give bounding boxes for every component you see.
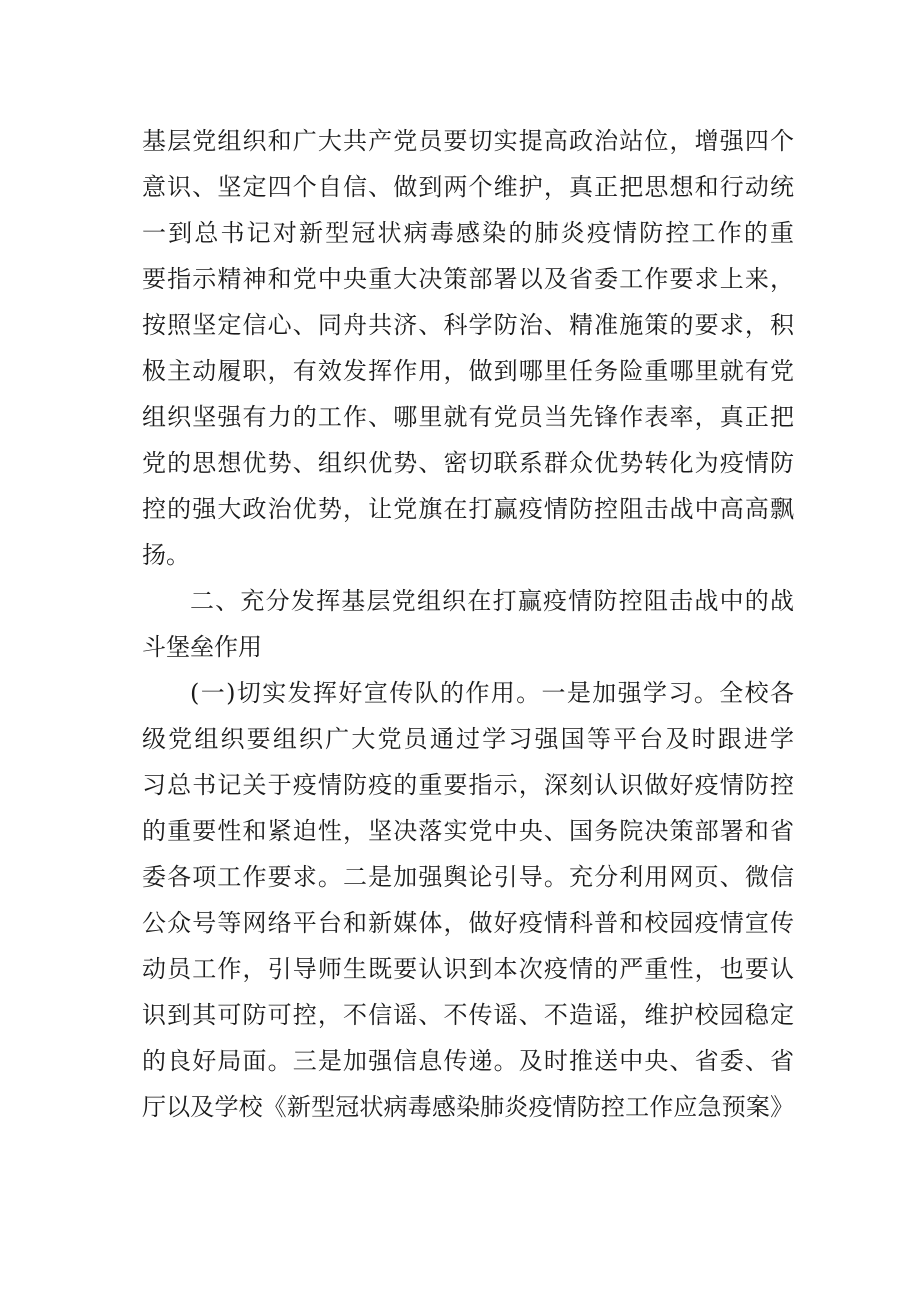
document-body	[142, 118, 794, 1130]
text-line: 要指示精神和党中央重大决策部署以及省委工作要求上来，	[142, 265, 794, 293]
text-line: 公众号等网络平台和新媒体，做好疫情科普和校园疫情宣传	[142, 909, 794, 937]
text-line: 按照坚定信心、同舟共济、科学防治、精准施策的要求，积	[142, 311, 794, 339]
text-line: 组织坚强有力的工作、哪里就有党员当先锋作表率，真正把	[142, 403, 794, 431]
text-line: 意识、坚定四个自信、做到两个维护，真正把思想和行动统	[142, 173, 794, 201]
text-line: 级党组织要组织广大党员通过学习强国等平台及时跟进学	[142, 725, 794, 753]
heading-line: 二、充分发挥基层党组织在打赢疫情防控阻击战中的战	[190, 587, 794, 615]
text-line: 党的思想优势、组织优势、密切联系群众优势转化为疫情防	[142, 449, 794, 477]
heading-line: 斗堡垒作用	[142, 633, 262, 661]
text-line: 极主动履职，有效发挥作用，做到哪里任务险重哪里就有党	[142, 357, 794, 385]
text-line: (一)切实发挥好宣传队的作用。一是加强学习。全校各	[190, 679, 794, 707]
text-line: 基层党组织和广大共产党员要切实提高政治站位，增强四个	[142, 127, 794, 155]
text-line: 的良好局面。三是加强信息传递。及时推送中央、省委、省	[142, 1047, 794, 1075]
text-line: 一到总书记对新型冠状病毒感染的肺炎疫情防控工作的重	[142, 219, 794, 247]
text-line: 委各项工作要求。二是加强舆论引导。充分利用网页、微信	[142, 863, 794, 891]
section-heading-2	[142, 578, 794, 670]
text-line: 扬。	[142, 541, 190, 569]
text-line: 识到其可防可控，不信谣、不传谣、不造谣，维护校园稳定	[142, 1001, 794, 1029]
paragraph-party-organizations	[142, 118, 794, 578]
text-line: 动员工作，引导师生既要认识到本次疫情的严重性，也要认	[142, 955, 794, 983]
text-line: 控的强大政治优势，让党旗在打赢疫情防控阻击战中高高飘	[142, 495, 794, 523]
text-line: 的重要性和紧迫性，坚决落实党中央、国务院决策部署和省	[142, 817, 794, 845]
paragraph-propaganda-team	[142, 670, 794, 1130]
text-line: 厅以及学校《新型冠状病毒感染肺炎疫情防控工作应急预案》	[142, 1093, 794, 1121]
text-line: 习总书记关于疫情防疫的重要指示，深刻认识做好疫情防控	[142, 771, 794, 799]
